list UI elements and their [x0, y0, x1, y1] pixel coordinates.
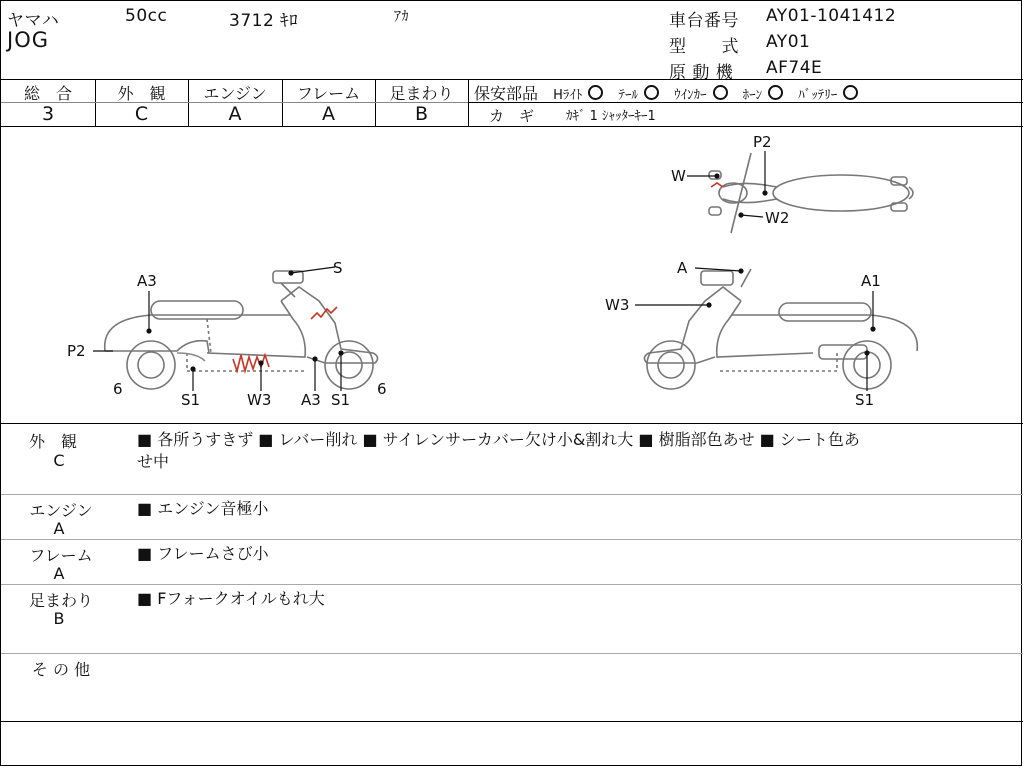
grade-frame-value: A: [322, 103, 335, 125]
section-frame-grade: A: [53, 564, 65, 583]
divider: [1, 584, 1023, 585]
divider: [1, 423, 1023, 424]
maker: ヤマハ: [7, 11, 60, 31]
section-engine-text: ■ エンジン音極小: [137, 499, 269, 518]
grade-frame-label: フレーム: [296, 84, 361, 103]
label-p2: P2: [67, 342, 86, 360]
grade-engine-label: エンジン: [203, 84, 267, 103]
section-frame-label: フレーム: [29, 546, 93, 565]
engine-label: 原 動 機: [669, 63, 734, 83]
scooter-top-view-illustration: [709, 153, 913, 233]
label-a3: A3: [137, 272, 157, 290]
section-exterior-text-cont: せ中: [137, 452, 170, 471]
label-a: A: [677, 259, 688, 277]
ok-circle-icon: [588, 85, 603, 100]
damage-marks: [233, 183, 723, 371]
section-suspension-label: 足まわり: [28, 591, 93, 610]
label-w3: W3: [247, 391, 272, 409]
frame-no-label: 車台番号: [669, 11, 739, 31]
ok-circle-icon: [713, 85, 728, 100]
section-frame-text: ■ フレームさび小: [137, 544, 269, 563]
mileage: 3712 ｷﾛ: [229, 11, 299, 31]
type-value: AY01: [766, 32, 811, 52]
label-a1: A1: [861, 272, 881, 290]
frame-no-value: AY01-1041412: [766, 6, 897, 26]
section-exterior-text: ■ 各所うすきず ■ レバー削れ ■ サイレンサーカバー欠け小&割れ大 ■ 樹脂部色あせ ■ シート色あ: [137, 430, 860, 449]
label-s1: S1: [181, 391, 201, 409]
ok-circle-icon: [843, 85, 858, 100]
label-a3-bottom: A3: [301, 391, 321, 409]
grade-engine-value: A: [228, 103, 242, 125]
grade-exterior-value: C: [134, 103, 149, 125]
model-name: JOG: [7, 28, 49, 52]
label-s1-right: S1: [855, 391, 875, 409]
section-engine-grade: A: [53, 519, 65, 538]
divider: [1, 653, 1023, 654]
grade-suspension-label: 足まわり: [389, 84, 454, 103]
grade-suspension-value: B: [414, 103, 429, 125]
key-label: カ ギ: [489, 107, 535, 125]
label-p2-top: P2: [753, 133, 772, 151]
key-value: ｶｷﾞ 1 ｼｬｯﾀｰｷｰ1: [566, 109, 656, 124]
safety-item-battery: ﾊﾞｯﾃﾘｰ: [798, 88, 838, 103]
type-label: 型 式: [669, 37, 739, 57]
safety-item-horn: ﾎｰﾝ: [742, 88, 763, 103]
section-suspension-grade: B: [53, 609, 65, 628]
label-s1-bottom: S1: [331, 391, 351, 409]
section-suspension-text: ■ Fフォークオイルもれ大: [137, 589, 325, 608]
grade-exterior-label: 外 観: [117, 84, 166, 103]
label-w2: W2: [765, 209, 790, 227]
divider: [1, 79, 1023, 80]
divider: [1, 539, 1023, 540]
section-other-label: そ の 他: [31, 660, 91, 679]
section-exterior-grade: C: [53, 451, 65, 470]
label-w: W: [671, 167, 686, 185]
ok-circle-icon: [768, 85, 783, 100]
safety-title: 保安部品: [474, 84, 539, 103]
displacement: 50cc: [125, 6, 168, 26]
engine-value: AF74E: [766, 58, 823, 78]
safety-item-headlight: Hﾗｲﾄ: [553, 88, 583, 103]
safety-parts: [474, 81, 858, 104]
label-6-right: 6: [377, 380, 387, 398]
grade-overall-value: 3: [41, 103, 55, 125]
ok-circle-icon: [644, 85, 659, 100]
scooter-diagram: [1, 127, 1023, 423]
safety-item-taillight: ﾃｰﾙ: [618, 88, 638, 103]
label-w3-right: W3: [605, 296, 630, 314]
label-s: S: [333, 259, 343, 277]
section-exterior-label: 外 観: [28, 432, 77, 451]
label-6-left: 6: [113, 380, 123, 398]
color: ｱｶ: [394, 9, 409, 25]
safety-item-winker: ｳｲﾝｶｰ: [674, 88, 707, 103]
divider: [1, 494, 1023, 495]
section-engine-label: エンジン: [29, 501, 93, 520]
divider: [1, 721, 1023, 722]
grade-overall-label: 総 合: [23, 84, 72, 103]
